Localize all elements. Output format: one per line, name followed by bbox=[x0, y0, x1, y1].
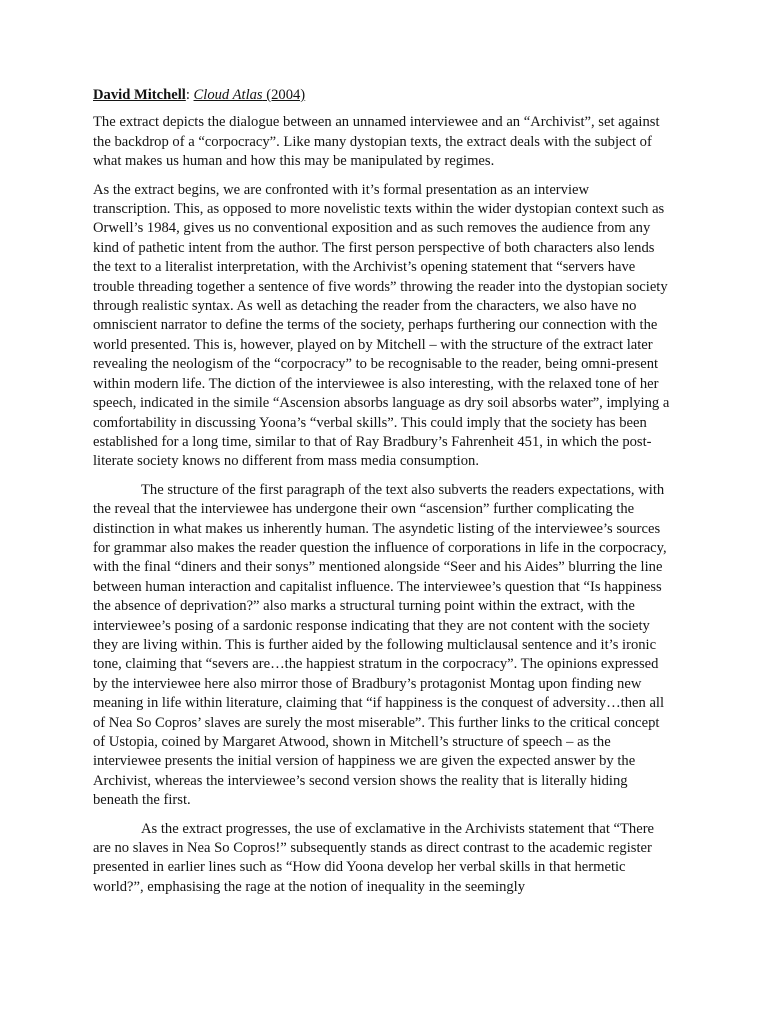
publication-year: (2004) bbox=[262, 87, 306, 103]
essay-heading bbox=[93, 86, 670, 105]
book-title: Cloud Atlas bbox=[193, 87, 263, 103]
paragraph-form-structure: As the extract begins, we are confronted with it’s formal presentation as an interview transcription. This, as opposed to more novelistic texts within the wider dystopian context such as Orwell’s 1984, gives us no conventional exposition and as such removes the audience from any kind of pathetic intent from the author. The first person perspective of both characters also lends the text to a literalist interpretation, with the Archivist’s opening statement that “servers have trouble threading together a sentence of five words” throwing the reader into the dystopian society through realistic syntax. As well as detaching the reader from the characters, we also have no omniscient narrator to define the terms of the society, perhaps furthering our connection with the world presented. This is, however, played on by Mitchell – with the structure of the extract later revealing the neologism of the “corpocracy” to be recognisable to the reader, being omni-present within modern life. The diction of the interviewee is also interesting, with the relaxed tone of her speech, indicated in the simile “Ascension absorbs language as dry soil absorbs water”, implying a comfortability in discussing Yoona’s “verbal skills”. This could imply that the society has been established for a long time, similar to that of Ray Bradbury’s Fahrenheit 451, in which the post-literate society knows no different from mass media consumption. bbox=[93, 181, 670, 470]
paragraph-extract-progression: As the extract progresses, the use of exclamative in the Archivists statement that “There are no slaves in Nea So Copros!” subsequently stands as direct contrast to the academic register presented in earlier lines such as “How did Yoona develop her verbal skills in that hermetic world?”, emphasising the rage at the notion of inequality in the seemingly bbox=[93, 820, 655, 895]
paragraph-first-paragraph-analysis: The structure of the first paragraph of the text also subverts the readers expectations, with the reveal that the interviewee has undergone their own “ascension” further complicating the distinction in what makes us inherently human. The asyndetic listing of the interviewee’s sources for grammar also makes the reader question the influence of corporations in life in the corpocracy, with the final “diners and their sonys” mentioned alongside “Seer and his Aides” blurring the line between human interaction and capitalist influence. The interviewee’s question that “Is happiness the absence of deprivation?” also marks a structural turning point within the extract, with the interviewee’s posing of a sardonic response indicating that they are not content with the society they are living within. This is further aided by the following multiclausal sentence and it’s ironic tone, claiming that “severs are…the happiest stratum in the corpocracy”. The opinions expressed by the interviewee here also mirror those of Bradbury’s protagonist Montag upon finding new meaning in life within literature, claiming that “if happiness is the conquest of adversity…then all of Nea So Copros’ slaves are surely the most miserable”. This further links to the critical concept of Ustopia, coined by Margaret Atwood, shown in Mitchell’s structure of speech – as the interviewee presents the initial version of happiness we are given the expected answer by the Archivist, whereas the interviewee’s second version shows the reality that is literally hiding beneath the first. bbox=[93, 481, 667, 809]
paragraph-intro: The extract depicts the dialogue between an unnamed interviewee and an “Archivist”, set against the backdrop of a “corpocracy”. Like many dystopian texts, the extract deals with the subject of what makes us human and how this may be manipulated by regimes. bbox=[93, 114, 660, 170]
document-page bbox=[93, 86, 670, 906]
author-name: David Mitchell bbox=[93, 87, 186, 103]
heading-separator: : bbox=[185, 87, 194, 103]
